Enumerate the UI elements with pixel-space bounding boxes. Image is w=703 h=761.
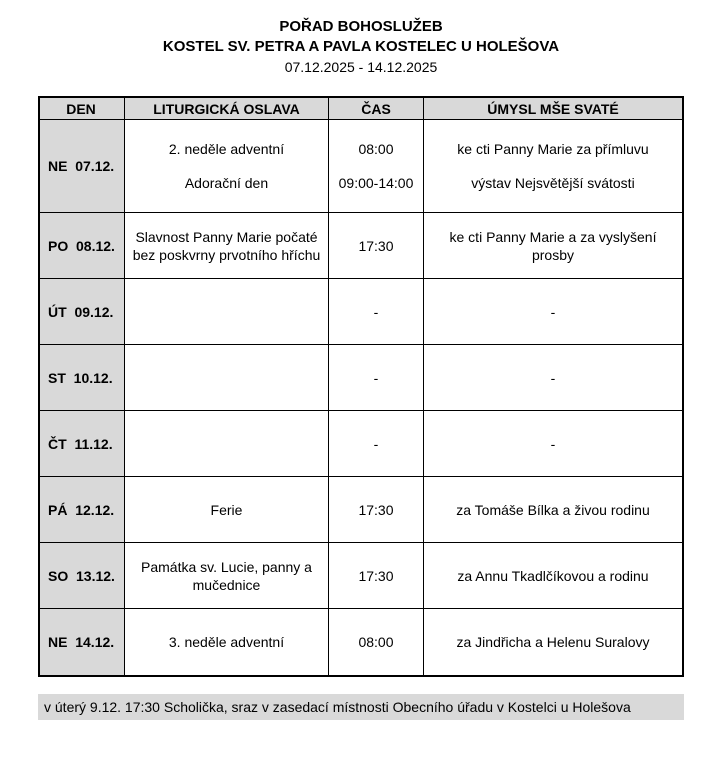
time-line: 08:00 [358, 141, 394, 157]
column-header-umysl-mse-svate: ÚMYSL MŠE SVATÉ [424, 98, 682, 119]
day-cell: ČT 11.12. [40, 411, 125, 476]
celebration-cell [125, 279, 329, 344]
column-header-den: DEN [40, 98, 125, 119]
column-header-liturgicka-oslava: LITURGICKÁ OSLAVA [125, 98, 329, 119]
intention-cell: - [550, 435, 556, 452]
celebration-cell [125, 120, 329, 212]
time-cell: - [329, 279, 424, 344]
time-cell: 08:00 [329, 609, 424, 675]
day-cell: NE 14.12. [40, 609, 125, 675]
page-subtitle: KOSTEL SV. PETRA A PAVLA KOSTELEC U HOLEŠOVA [162, 38, 560, 55]
table-row [40, 411, 682, 477]
intention-cell: - [550, 369, 556, 386]
table-row [40, 213, 682, 279]
page-title: POŘAD BOHOSLUŽEB [279, 18, 443, 35]
day-cell: PÁ 12.12. [40, 477, 125, 542]
time-cell: 17:30 [329, 543, 424, 608]
day-cell: SO 13.12. [40, 543, 125, 608]
title-block [38, 0, 684, 77]
celebration-cell: Slavnost Panny Marie počaté bez poskvrny prvotního hříchu [125, 213, 329, 278]
table-row [40, 279, 682, 345]
intention-cell: - [550, 303, 556, 320]
footer-note: v úterý 9.12. 17:30 Scholička, sraz v zasedací místnosti Obecního úřadu v Kostelci u Holešova [38, 694, 684, 720]
celebration-cell: Ferie [125, 477, 329, 542]
column-header-cas: ČAS [329, 98, 424, 119]
celebration-line: 2. neděle adventní [168, 141, 285, 157]
schedule-table [38, 96, 684, 677]
table-row [40, 609, 682, 675]
day-cell: ÚT 09.12. [40, 279, 125, 344]
day-cell: NE 07.12. [40, 120, 125, 212]
intention-line: ke cti Panny Marie za přímluvu [457, 141, 649, 157]
intention-cell: za Tomáše Bílka a živou rodinu [456, 501, 650, 518]
table-header-row [40, 98, 682, 120]
time-cell: 17:30 [329, 213, 424, 278]
celebration-cell: Památka sv. Lucie, panny a mučednice [125, 543, 329, 608]
celebration-cell: 3. neděle adventní [125, 609, 329, 675]
day-cell: PO 08.12. [40, 213, 125, 278]
time-cell: 17:30 [329, 477, 424, 542]
celebration-line: Adorační den [184, 175, 269, 191]
table-row [40, 543, 682, 609]
celebration-cell [125, 345, 329, 410]
table-row [40, 477, 682, 543]
intention-line: výstav Nejsvětější svátosti [471, 175, 635, 191]
time-cell: - [329, 411, 424, 476]
day-cell: ST 10.12. [40, 345, 125, 410]
time-line: 09:00-14:00 [338, 175, 414, 191]
intention-cell: za Jindřicha a Helenu Suralovy [456, 634, 650, 650]
time-cell [329, 120, 424, 212]
intention-cell: ke cti Panny Marie a za vyslyšení prosby [449, 228, 657, 263]
table-row [40, 120, 682, 213]
time-cell: - [329, 345, 424, 410]
date-range: 07.12.2025 - 14.12.2025 [284, 59, 438, 75]
intention-cell: za Annu Tkadlčíkovou a rodinu [457, 567, 649, 584]
table-row [40, 345, 682, 411]
intention-cell [424, 120, 682, 212]
celebration-cell [125, 411, 329, 476]
